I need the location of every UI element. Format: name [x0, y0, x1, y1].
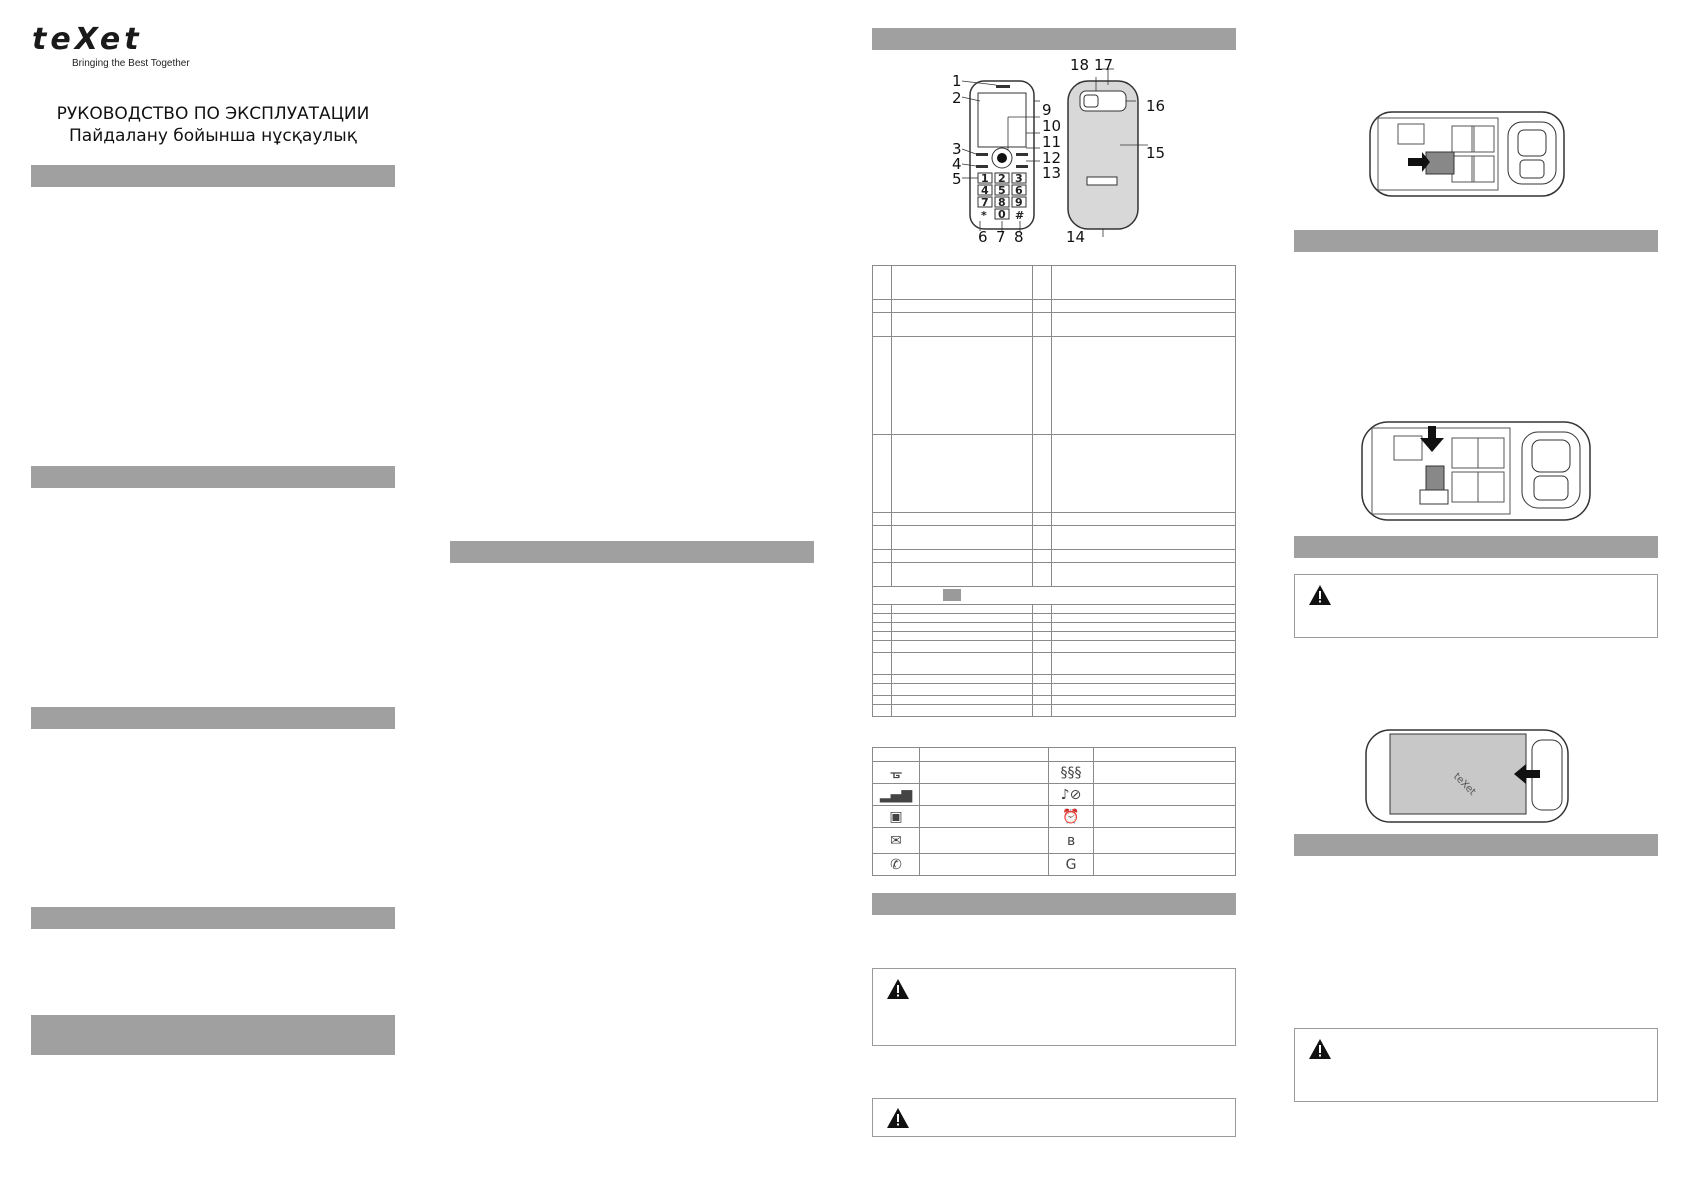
sms-envelope-icon: ✉: [873, 828, 920, 854]
gprs-icon: G: [1049, 854, 1094, 876]
svg-text:2: 2: [998, 172, 1006, 185]
callout-14: 14: [1066, 228, 1086, 246]
callout-4: 4: [952, 155, 962, 173]
callout-13: 13: [1042, 164, 1062, 182]
section-bar: [31, 707, 395, 729]
missed-call-icon: ✆: [873, 854, 920, 876]
section-bar: [872, 28, 1236, 50]
section-bar: [450, 541, 814, 563]
callout-11: 11: [1042, 133, 1062, 151]
inline-key-icon: [943, 589, 961, 601]
callout-10: 10: [1042, 117, 1062, 135]
music-mute-icon: ♪⊘: [1049, 784, 1094, 806]
section-bar: [31, 1015, 395, 1055]
svg-text:7: 7: [981, 196, 989, 209]
alarm-icon: ⏰: [1049, 806, 1094, 828]
svg-text:3: 3: [1015, 172, 1023, 185]
svg-text:0: 0: [998, 208, 1006, 221]
section-bar: [1294, 536, 1658, 558]
callout-7: 7: [996, 228, 1006, 246]
svg-text:1: 1: [981, 172, 989, 185]
warning-icon: [1308, 584, 1332, 606]
svg-text:#: #: [1015, 209, 1025, 222]
section-bar: [1294, 834, 1658, 856]
callout-1: 1: [952, 72, 962, 90]
svg-text:5: 5: [998, 184, 1006, 197]
warning-icon: [1308, 1038, 1332, 1060]
callout-15: 15: [1146, 144, 1166, 162]
antenna-icon: ᚗ: [873, 762, 920, 784]
manual-title-ru: РУКОВОДСТВО ПО ЭКСПЛУАТАЦИИ: [56, 104, 370, 124]
callout-5: 5: [952, 170, 962, 188]
svg-text:8: 8: [998, 196, 1006, 209]
svg-text:6: 6: [1015, 184, 1023, 197]
section-bar: [31, 907, 395, 929]
warning-icon: [886, 1107, 910, 1129]
svg-text:9: 9: [1015, 196, 1023, 209]
section-bar: [31, 165, 395, 187]
svg-text:teXet: teXet: [1451, 771, 1478, 798]
manual-title-kz: Пайдалану бойынша нұсқаулық: [69, 126, 357, 146]
vibrate-icon: §§§: [1049, 762, 1094, 784]
callout-2: 2: [952, 89, 962, 107]
warning-box: [1294, 1028, 1658, 1102]
brand-logo: teXet: [32, 22, 143, 57]
svg-text:4: 4: [981, 184, 989, 197]
warning-box: [872, 1098, 1236, 1137]
memory-card-illustration: [1360, 418, 1594, 524]
warning-box: [872, 968, 1236, 1046]
callout-8: 8: [1014, 228, 1024, 246]
callout-6: 6: [978, 228, 988, 246]
callout-12: 12: [1042, 149, 1062, 167]
brand-tagline: Bringing the Best Together: [72, 58, 190, 69]
bluetooth-icon: ʙ: [1049, 828, 1094, 854]
keys-table: [872, 265, 1236, 717]
callout-16: 16: [1146, 97, 1166, 115]
svg-text:*: *: [981, 209, 987, 222]
status-icons-table: [872, 747, 1236, 876]
section-bar: [31, 466, 395, 488]
callout-18: 18: [1070, 56, 1090, 74]
section-bar: [1294, 230, 1658, 252]
warning-icon: [886, 978, 910, 1000]
battery-icon: ▣: [873, 806, 920, 828]
callout-3: 3: [952, 140, 962, 158]
signal-bars-icon: ▂▄▆: [873, 784, 920, 806]
callout-9: 9: [1042, 101, 1052, 119]
battery-insert-illustration: [1364, 726, 1570, 826]
warning-box: [1294, 574, 1658, 638]
callout-17: 17: [1094, 56, 1114, 74]
sim-insert-illustration: [1368, 108, 1566, 200]
section-bar: [872, 893, 1236, 915]
